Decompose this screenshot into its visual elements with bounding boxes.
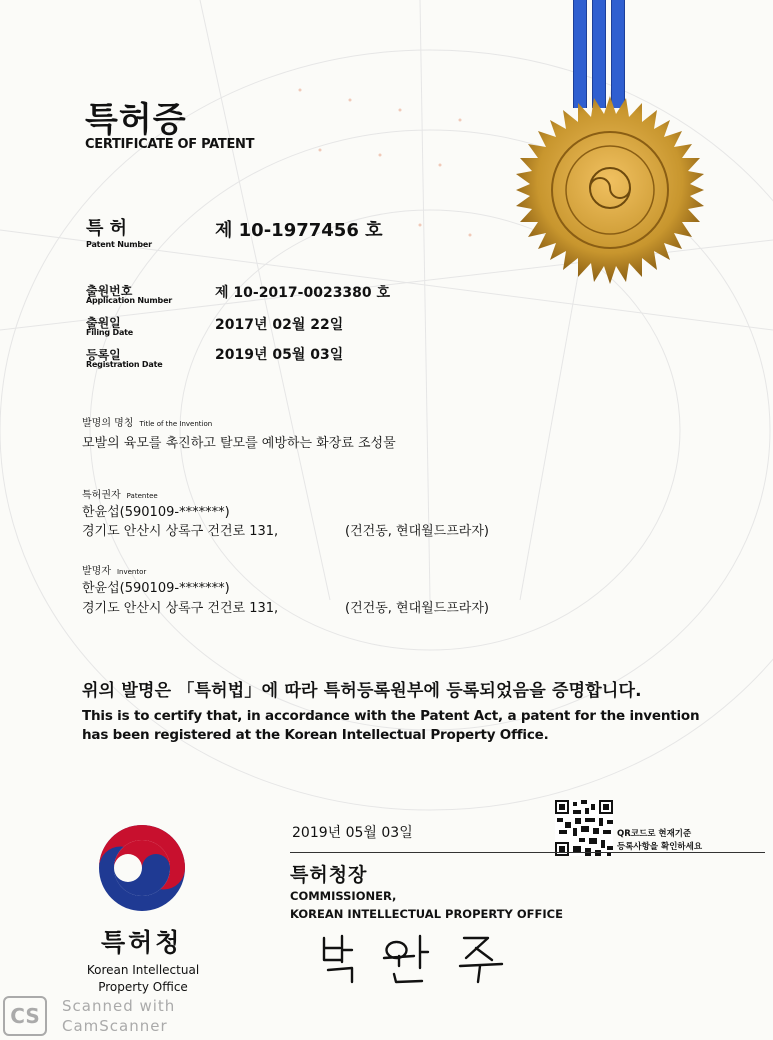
patentee-label xyxy=(82,486,158,501)
patentee-address-detail: (건건동, 현대월드프라자) xyxy=(345,524,489,539)
invention-title: 모발의 육모를 촉진하고 탈모를 예방하는 화장료 조성물 xyxy=(82,436,396,451)
commissioner-title-kr: 특허청장 xyxy=(290,864,368,886)
filing-date-label: 출원일 xyxy=(86,316,121,330)
patent-number-label: 특 허 xyxy=(86,218,128,239)
patentee-name: 한윤섭(590109-*******) xyxy=(82,505,230,520)
commissioner-title-en-line1: COMMISSIONER, xyxy=(290,889,397,903)
filing-date-value: 2017년 02월 22일 xyxy=(215,317,344,333)
registration-date-label: 등록일 xyxy=(86,348,121,362)
gold-seal-icon xyxy=(516,96,704,284)
camscanner-watermark-line1: Scanned with xyxy=(62,997,176,1015)
application-number-label-en: Application Number xyxy=(86,296,173,305)
qr-instruction-line2: 등록사항을 확인하세요 xyxy=(617,842,703,852)
patentee-address: 경기도 안산시 상록구 건건로 131, xyxy=(82,524,279,539)
invention-label xyxy=(82,414,212,429)
office-name-kr: 특허청 xyxy=(101,928,183,957)
commissioner-signature xyxy=(316,928,506,984)
office-name-en-line2: Property Office xyxy=(98,980,188,994)
commissioner-title-en xyxy=(290,887,563,923)
inventor-name: 한윤섭(590109-*******) xyxy=(82,581,230,596)
camscanner-watermark-line2: CamScanner xyxy=(62,1017,168,1035)
inventor-label-kr: 발명자 xyxy=(82,566,111,577)
commissioner-title-en-line2: KOREAN INTELLECTUAL PROPERTY OFFICE xyxy=(290,907,563,921)
qr-instruction xyxy=(617,828,702,854)
inventor-label xyxy=(82,562,146,577)
inventor-address-detail: (건건동, 현대월드프라자) xyxy=(345,601,489,616)
divider xyxy=(290,852,620,853)
inventor-label-en: Inventor xyxy=(116,568,147,576)
certificate-title-en: CERTIFICATE OF PATENT xyxy=(85,137,255,152)
patent-number-value: 제 10-1977456 호 xyxy=(215,220,383,241)
camscanner-logo-icon: CS xyxy=(3,996,47,1036)
certification-statement-en xyxy=(82,707,699,745)
registration-date-label-en: Registration Date xyxy=(86,360,163,369)
invention-label-en: Title of the Invention xyxy=(139,420,213,428)
patentee-label-kr: 특허권자 xyxy=(82,490,121,501)
divider xyxy=(615,852,765,853)
patent-number-label-en: Patent Number xyxy=(86,240,152,249)
qr-instruction-line1: QR코드로 현재기준 xyxy=(617,829,692,839)
invention-label-kr: 발명의 명칭 xyxy=(82,418,134,429)
application-number-label: 출원번호 xyxy=(86,284,133,298)
inventor-address: 경기도 안산시 상록구 건건로 131, xyxy=(82,601,279,616)
qr-code-icon[interactable] xyxy=(555,800,613,856)
application-number-value: 제 10-2017-0023380 호 xyxy=(215,285,391,301)
issue-date: 2019년 05월 03일 xyxy=(292,825,413,841)
certification-statement-kr: 위의 발명은 「특허법」에 따라 특허등록원부에 등록되었음을 증명합니다. xyxy=(82,681,642,701)
filing-date-label-en: Filing Date xyxy=(86,328,133,337)
certification-statement-en-line1: This is to certify that, in accordance with the Patent Act, a patent for the invention xyxy=(82,708,700,724)
office-name-en-line1: Korean Intellectual xyxy=(86,963,200,977)
certificate-title-kr: 특허증 xyxy=(85,100,187,140)
certification-statement-en-line2: has been registered at the Korean Intellectual Property Office. xyxy=(82,727,549,743)
camscanner-watermark xyxy=(62,996,175,1036)
registration-date-value: 2019년 05월 03일 xyxy=(215,347,344,363)
office-name-en xyxy=(78,962,208,996)
patentee-label-en: Patentee xyxy=(126,492,158,500)
taegeuk-logo-icon xyxy=(96,822,188,914)
